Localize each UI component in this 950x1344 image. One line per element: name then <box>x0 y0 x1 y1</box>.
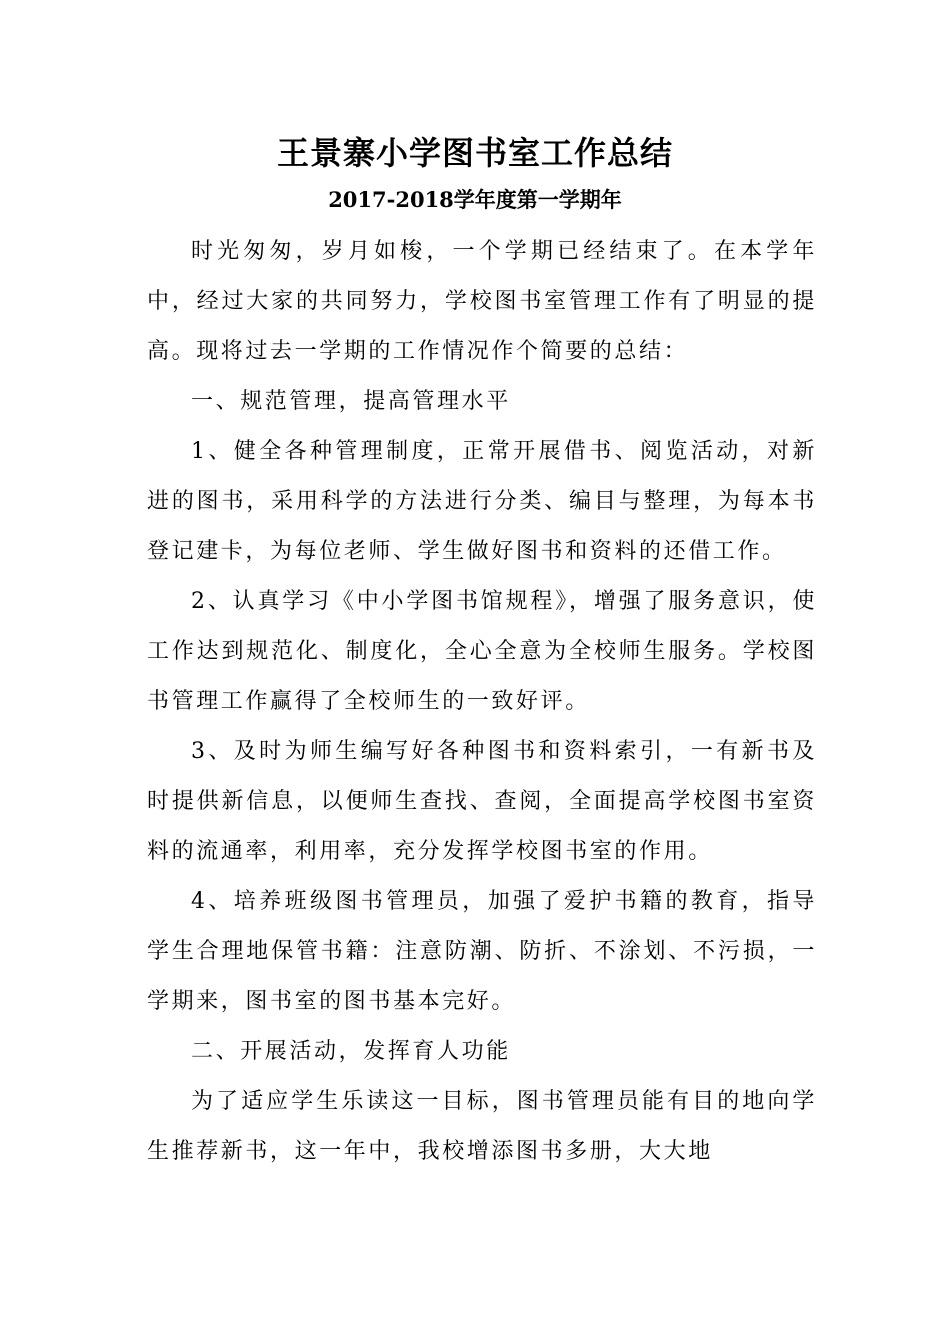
document-subtitle: 2017-2018学年度第一学期年 <box>328 187 622 212</box>
paragraph-activities: 为了适应学生乐读这一目标，图书管理员能有目的地向学生推荐新书，这一年中，我校增添图书多册，大大地 <box>147 1089 817 1164</box>
document-title: 王景寨小学图书室工作总结 <box>276 134 673 172</box>
paragraph-intro: 时光匆匆，岁月如梭，一个学期已经结束了。在本学年中，经过大家的共同努力，学校图书室管理工作有了明显的提高。现将过去一学期的工作情况作个简要的总结： <box>147 239 817 364</box>
paragraph-item-2: 2、认真学习《中小学图书馆规程》，增强了服务意识，使工作达到规范化、制度化，全心全意为全校师生服务。学校图书管理工作赢得了全校师生的一致好评。 <box>147 589 817 714</box>
paragraph-item-4: 4、培养班级图书管理员，加强了爱护书籍的教育，指导学生合理地保管书籍：注意防潮、防折、不涂划、不污损，一学期来，图书室的图书基本完好。 <box>147 889 817 1014</box>
paragraph-item-3: 3、及时为师生编写好各种图书和资料索引，一有新书及时提供新信息，以便师生查找、查阅，全面提高学校图书室资料的流通率，利用率，充分发挥学校图书室的作用。 <box>147 739 817 864</box>
paragraph-item-1: 1、健全各种管理制度，正常开展借书、阅览活动，对新进的图书，采用科学的方法进行分类、编目与整理，为每本书登记建卡，为每位老师、学生做好图书和资料的还借工作。 <box>147 439 817 564</box>
section-heading-1: 一、规范管理，提高管理水平 <box>191 389 511 414</box>
document-body <box>147 227 817 1177</box>
section-heading-2: 二、开展活动，发挥育人功能 <box>191 1039 511 1064</box>
